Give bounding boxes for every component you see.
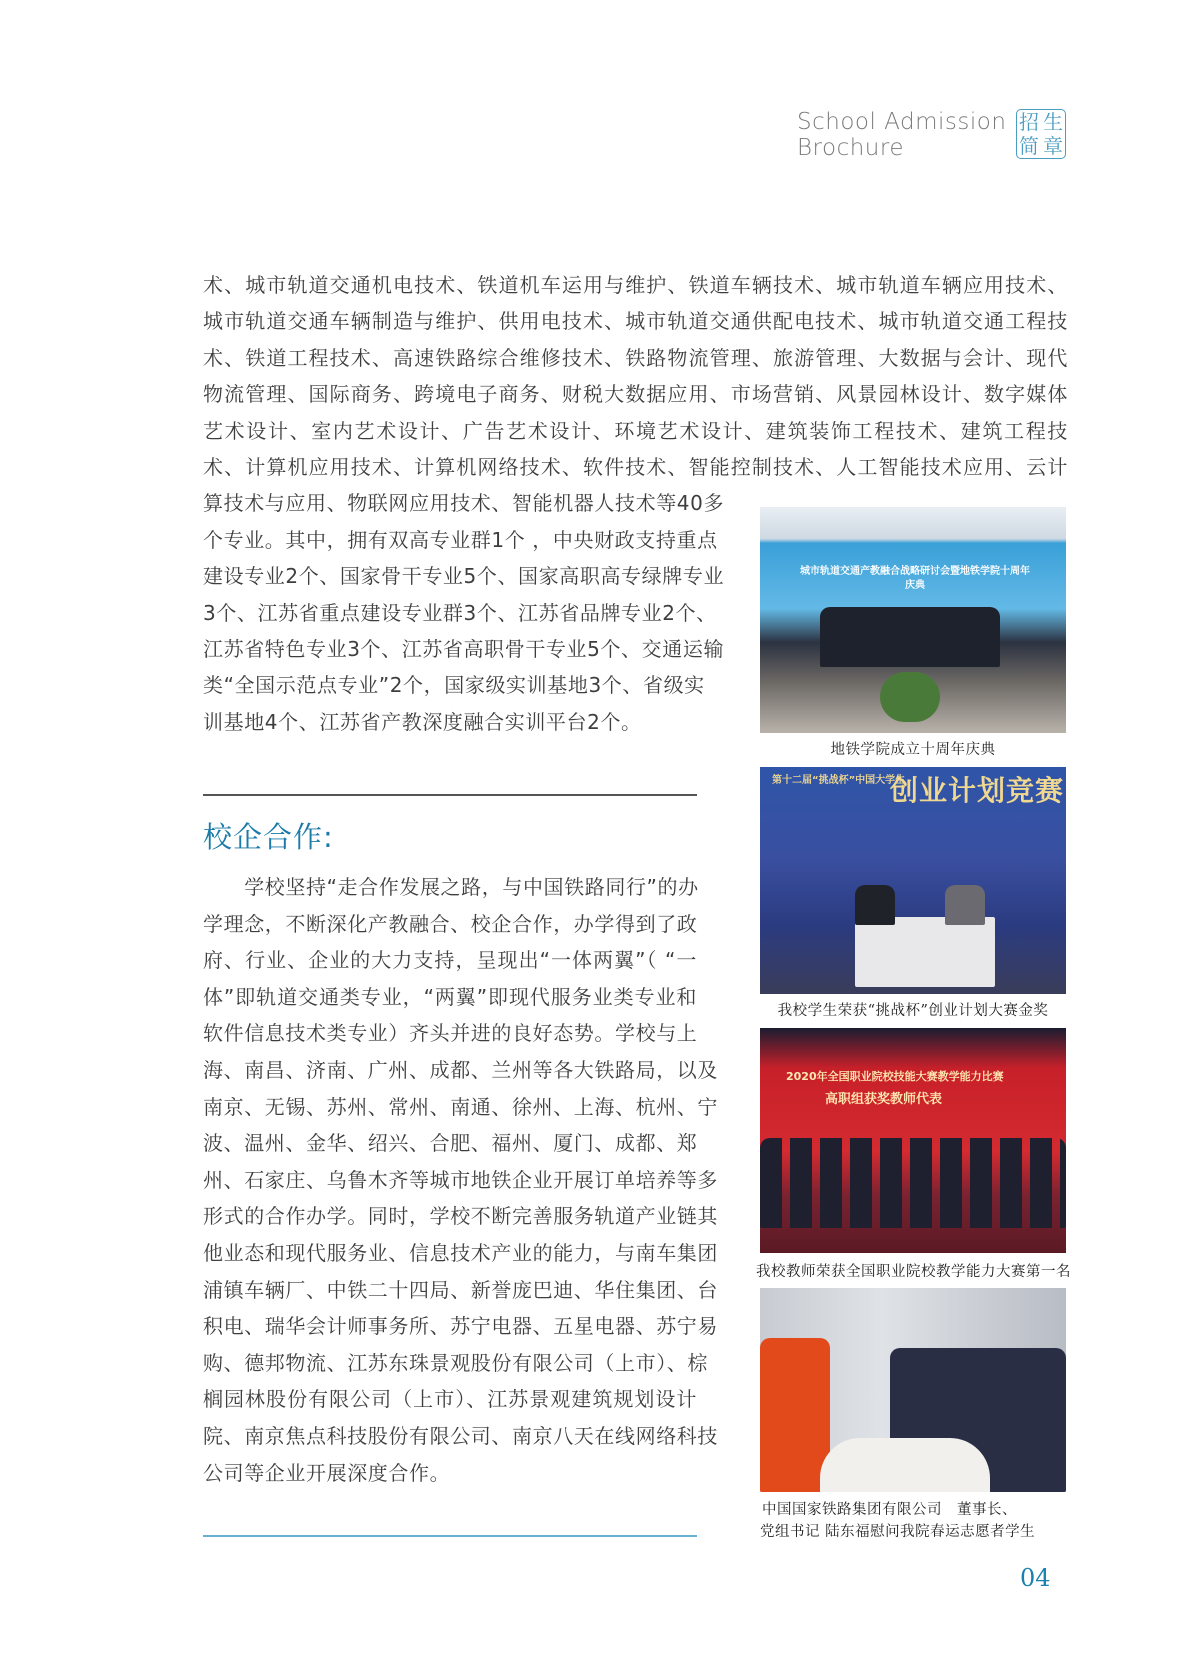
photo-desk: [820, 1438, 990, 1492]
photo-person: [945, 885, 985, 925]
photo-caption: 我校教师荣获全国职业院校教学能力大赛第一名: [756, 1264, 1071, 1280]
paragraph-line: 积电、瑞华会计师事务所、苏宁电器、五星电器、苏宁易: [203, 1314, 718, 1339]
paragraph-line: 城市轨道交通车辆制造与维护、供用电技术、城市轨道交通供配电技术、城市轨道交通工程技: [203, 309, 1068, 334]
admission-stamp-logo: [1016, 109, 1066, 159]
page-number: 04: [1020, 1564, 1051, 1592]
paragraph-line: 州、石家庄、乌鲁木齐等城市地铁企业开展订单培养等多: [203, 1167, 718, 1192]
paragraph-line: 南京、无锡、苏州、常州、南通、徐州、上海、杭州、宁: [203, 1094, 718, 1119]
paragraph-line: 院、南京焦点科技股份有限公司、南京八天在线网络科技: [203, 1424, 718, 1448]
photo-banner-text: 城市轨道交通产教融合战略研讨会暨地铁学院十周年庆典: [800, 566, 1030, 591]
stamp-char: 章: [1043, 134, 1063, 158]
paragraph-line: 江苏省特色专业3个、江苏省高职骨干专业5个、交通运输: [203, 637, 725, 661]
stamp-char: 生: [1043, 110, 1063, 134]
paragraph-line: 府、行业、企业的大力支持，呈现出“一体两翼”（ “一: [203, 948, 697, 973]
paragraph-line: 体”即轨道交通类专业，“两翼”即现代服务业类专业和: [203, 984, 697, 1009]
paragraph-line: 术、计算机应用技术、计算机网络技术、软件技术、智能控制技术、人工智能技术应用、云计: [203, 455, 1068, 479]
photo-people-row: [760, 1138, 1066, 1228]
photo-plant: [880, 672, 940, 722]
photo-person: [855, 885, 895, 925]
section-heading-cooperation: 校企合作:: [203, 820, 334, 854]
photo-teaching-competition: [760, 1028, 1066, 1253]
photo-banner-small-text: 第十二届“挑战杯”中国大学生: [772, 775, 906, 786]
photo-volunteer-visit: [760, 1288, 1066, 1492]
paragraph-line: 他业态和现代服务业、信息技术产业的能力，与南车集团: [203, 1241, 718, 1265]
bottom-divider: [203, 1535, 697, 1537]
brochure-title-line2: Brochure: [797, 135, 904, 161]
paragraph-line: 形式的合作办学。同时，学校不断完善服务轨道产业链其: [203, 1204, 718, 1229]
photo-caption: 我校学生荣获“挑战杯”创业计划大赛金奖: [777, 1003, 1049, 1019]
brochure-title-line1: School Admission: [797, 109, 1007, 135]
paragraph-line: 物流管理、国际商务、跨境电子商务、财税大数据应用、市场营销、风景园林设计、数字媒体: [203, 382, 1068, 407]
photo-banner-text: 2020年全国职业院校技能大赛教学能力比赛: [786, 1070, 1004, 1083]
paragraph-line: 3个、江苏省重点建设专业群3个、江苏省品牌专业2个、: [203, 600, 717, 625]
paragraph-line: 训基地4个、江苏省产教深度融合实训平台2个。: [203, 709, 642, 734]
paragraph-line: 波、温州、金华、绍兴、合肥、福州、厦门、成都、郑: [203, 1131, 698, 1156]
photo-caption-line1: 中国国家铁路集团有限公司 董事长、: [762, 1502, 1017, 1518]
photo-people: [820, 607, 1000, 667]
paragraph-line: 术、铁道工程技术、高速铁路综合维修技术、铁路物流管理、旅游管理、大数据与会计、现代: [203, 345, 1068, 370]
paragraph-line: 软件信息技术类专业）齐头并进的良好态势。学校与上: [203, 1021, 698, 1046]
paragraph-line: 艺术设计、室内艺术设计、广告艺术设计、环境艺术设计、建筑装饰工程技术、建筑工程技: [203, 418, 1068, 443]
paragraph-line: 算技术与应用、物联网应用技术、智能机器人技术等40多: [203, 491, 725, 516]
paragraph-line: 购、德邦物流、江苏东珠景观股份有限公司（上市）、棕: [203, 1350, 708, 1375]
paragraph-line: 公司等企业开展深度合作。: [203, 1460, 451, 1485]
photo-caption-line2: 党组书记 陆东福慰问我院春运志愿者学生: [760, 1524, 1036, 1540]
paragraph-line: 浦镇车辆厂、中铁二十四局、新誉庞巴迪、华住集团、台: [203, 1277, 718, 1302]
section-divider: [203, 794, 697, 796]
paragraph-line: 海、南昌、济南、广州、成都、兰州等各大铁路局，以及: [203, 1058, 718, 1082]
photo-volunteer: [760, 1338, 830, 1492]
photo-banner-text-2: 高职组获奖教师代表: [825, 1092, 943, 1107]
stamp-char: 简: [1019, 134, 1039, 158]
paragraph-line: 术、城市轨道交通机电技术、铁道机车运用与维护、铁道车辆技术、城市轨道车辆应用技术、: [203, 273, 1068, 297]
paragraph-line: 个专业。其中，拥有双高专业群1个 ，中央财政支持重点: [203, 527, 718, 552]
photo-caption: 地铁学院成立十周年庆典: [830, 742, 996, 758]
stamp-char: 招: [1019, 110, 1039, 134]
photo-banner-text: 创业计划竞赛: [890, 774, 1065, 807]
paragraph-line: 类“全国示范点专业”2个，国家级实训基地3个、省级实: [203, 673, 705, 698]
paragraph-line: 学校坚持“走合作发展之路，与中国铁路同行”的办: [203, 875, 699, 899]
photo-challenge-cup-award: [760, 767, 1066, 994]
paragraph-line: 建设专业2个、国家骨干专业5个、国家高职高专绿牌专业: [203, 564, 725, 589]
paragraph-line: 学理念，不断深化产教融合、校企合作，办学得到了政: [203, 911, 698, 936]
photo-anniversary-ceremony: [760, 507, 1066, 733]
paragraph-line: 榈园林股份有限公司（上市）、江苏景观建筑规划设计: [203, 1387, 697, 1412]
photo-school-flag: [855, 917, 995, 987]
